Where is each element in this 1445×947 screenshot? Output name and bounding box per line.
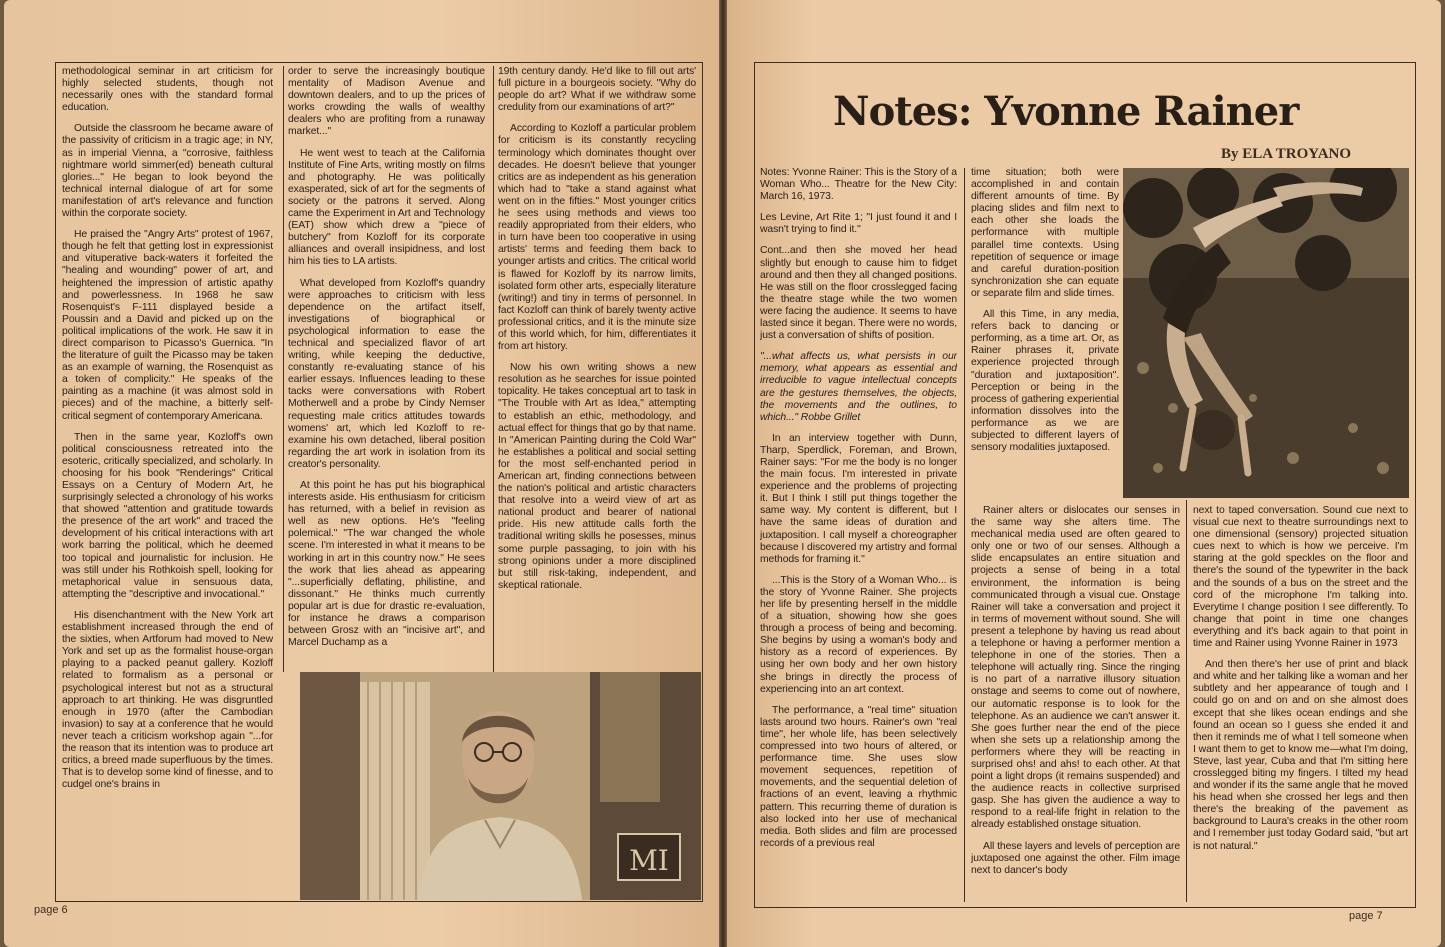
right-col-3: [1193, 505, 1408, 902]
paragraph: Then in the same year, Kozloff's own political consciousness retreated into the esoteric, critically specialized, and scholarly. In choosing for his book "Renderings" Critical Essays on a Century of Modern Art, he surprisingly selected a chronology of his works that showed "attention and gratitude towards the presence of the art work" and traced the development of his critical interactions with art work barring the political, which he deemed too topical and journalistic for inclusion. He was still under his Rothkoish spell, looking for metaphorical value in sensuous data, attempting the "descriptive and invocational.": [62, 431, 273, 600]
paragraph: At this point he has put his biographical interests aside. His enthusiasm for criticism has returned, with a belief in revision as well as new options. He's "feeling polemical." "The war changed the whole scene. I'm interested in what it means to be working in art in this country now." He sees the work that lies ahead as appearing "...superficially deflating, philistine, and dissonant." He thinks much currently popular art is due for drastic re-evaluation, for instance he draws a comparison between Grosz with an "incisive art", and Marcel Duchamp as a: [288, 480, 485, 649]
article-title: Notes: Yvonne Rainer: [833, 88, 1299, 135]
column-rule: [493, 66, 494, 672]
portrait-photo: [300, 672, 701, 900]
paragraph: methodological seminar in art criticism for highly selected students, though not necessarily ones with the standard formal education.: [62, 66, 273, 114]
paragraph: time situation; both were accomplished in and contain different amounts of time. By placing slides and film next to each other she loads the performance with multiple parallel time contexts. Using repetition of sequence or image and careful duration-position synchronization she can equate or separate film and slide times.: [971, 167, 1119, 299]
paragraph: Cont...and then she moved her head slightly but enough to cause him to fidget around and then they all changed positions. He was still on the floor crosslegged facing the theatre stage while the two women were facing the audience. It seems to have lasted since it began. There were no words, just a conversation of shifts of position.: [760, 245, 957, 342]
paragraph: He praised the "Angry Arts" protest of 1967, though he felt that getting lost in expressionist and vituperative back-waters it forfeited the "healing and wounding" power of art, and heightened the impression of artistic apathy and powerlessness. In 1968 he saw Rosenquist's F-111 displayed beside a Poussin and a David and picked up on the political implications of the work. He saw it in direct comparison to Picasso's Guernica. "In the literature of guilt the Picasso may be taken as an example of warning, the Rosenquist as a token of complicity." He speaks of the painting as a machine (it was almost sold in pieces) and of the machine, a bitterly self-critical segment of contemporary Americana.: [62, 229, 273, 422]
paragraph: The performance, a "real time" situation lasts around two hours. Rainer's own "real time", her whole life, has been selectively compressed into two hours of altered, or performance time. She uses slow movement sequences, repetition of movements, and the sequential deletion of fractions of an event, leaving a rhythmic pattern. This recurring theme of duration is also locked into her use of mechanical media. Both slides and film are processed records of a previous real: [760, 704, 957, 849]
left-col-2: [288, 66, 485, 670]
paragraph: His disenchantment with the New York art establishment increased through the end of the sixties, when Artforum had moved to New York and set up as the formalist house-organ playing to a packed peanut gallery. Kozloff related to formalism as a personal or psychological interest but not as a structural approach to art thinking. He was disgruntled enough in 1970 (after the Cambodian invasion) to say at a conference that he would never teach a criticism workshop again "...for the reason that its intention was to produce art critics, a breed made superfluous by the times. That is to develop some kind of finesse, and to cudgel one's brains in: [62, 609, 273, 791]
paragraph: "...what affects us, what persists in our memory, what appears as essential and irreducible to vague intellectual concepts are the gestures themselves, the objects, the movements and the outlines, to which..." Robbe Grillet: [760, 351, 957, 423]
paragraph: next to taped conversation. Sound cue next to visual cue next to theatre surroundings next to one dimensional (sensory) projected situation cues next to which is how we perceive. I'm staring at the gold speckles on the floor and there's the sound of the typewriter in the back and the sounds of a bus on the street and the cord of the microphone I'm talking into. Everytime I change position I see differently. To change that point in time one changes everything and it's back again to that point in time and Rainer using Yvonne Rainer in 1973: [1193, 505, 1408, 650]
paragraph: What developed from Kozloff's quandry were approaches to criticism with less dependence on the artifact itself, investigations of biographical or psychological information to ease the technical and specialized flavor of art writing, while keeping the deductive, constantly re-evaluating stance of his earlier essays. Influences leading to these tacks were conversations with Robert Motherwell and a probe by Cindy Nemser requesting male critics attitudes towards womens' art, which led Kozloff to re-examine his own detached, liberal position regarding the art work in isolation from its creator's personality.: [288, 277, 485, 470]
left-col-3: [498, 66, 696, 670]
column-rule: [283, 66, 284, 672]
shop-sign-text: MI: [629, 844, 669, 877]
page-number: page 7: [1349, 910, 1383, 922]
paragraph: And then there's her use of print and black and white and her talking like a woman and her subtlety and her appearance of tough and I could go on and on and on she almost does except that she likes ocean endings and she found an ocean so I guess she ended it and then it reminds me of what I tell someone when I want them to get to know me—what I'm doing, Steve, last year, Cuba and that I'm sitting here crosslegged biting my fingers. I tilted my head and wonder if its the same angle that he moved his head when she crossed her legs and then there's the breaking of the pavement as background to Laura's creaks in the other room and I remember just today Godard said, "but art is not natural.": [1193, 659, 1408, 852]
paragraph: In an interview together with Dunn, Tharp, Sperdlick, Foreman, and Brown, Rainer says: "For me the body is no longer the main focus. I'm interested in private experience and the problems of projecting it. But I think I still put things together the same way. My content is different, but I have the same ideas of duration and juxtaposition. I call myself a choreographer because I discovered my artistry and formal methods for framing it.": [760, 432, 957, 565]
article-byline: By ELA TROYANO: [1221, 146, 1352, 162]
right-page: [727, 0, 1441, 947]
right-col-2-bottom: [971, 505, 1180, 902]
handstand-photo-image: [1123, 168, 1409, 498]
left-col-1: [62, 66, 273, 896]
page-number: page 6: [34, 904, 68, 916]
paragraph: Outside the classroom he became aware of the passivity of criticism in a tragic age; in NY, as in imperial Vienna, a "corrosive, faithless nightmare world simmer(ed) beneath cultural glories..." He began to look beyond the technical internal dialogue of art for some manifestation of art's relevance and function within the corporate society.: [62, 123, 273, 220]
paragraph: ...This is the Story of a Woman Who... is the story of Yvonne Rainer. She projects her life by presenting herself in the middle of a situation, showing how she goes through a process of being and becoming. She begins by using a woman's body and history as a record of experiences. By using her own body and her own history she brings in directly the process of experiencing into an art context.: [760, 574, 957, 695]
column-rule: [1186, 500, 1187, 902]
paragraph: 19th century dandy. He'd like to fill out arts' full picture in a bourgeois society. "Why do people do art? What if we withdraw some credulity from our examinations of art?": [498, 66, 696, 114]
handstand-photo: [1123, 168, 1409, 498]
paragraph: According to Kozloff a particular problem for criticism is its constantly recycling terminology which dominates thought over decades. He doesn't believe that younger critics are as independent as his generation which had to "take a stand against what went on in the fifties." Most younger critics he sees using methods and views too readily appropriated from their elders, who in turn have been too cooperative in using artists' terms and feeding them back to younger artists and critics. The critical world is flawed for Kozloff by its narrow limits, isolated form other arts, especially literature (writing!) and tiny in terms of personnel. In fact Kozloff can think of barely twenty active professional critics, and it is the minute size of this world which, for him, differentiates it from art history.: [498, 123, 696, 353]
column-rule: [964, 168, 965, 902]
paragraph: Rainer alters or dislocates our senses in the same way she alters time. The mechanical media used are often geared to only one or two of our senses. Although a slide encapsulates an entire situation and projects a sense of being in a total environment, the information is being communicated through a visual cue. Onstage Rainer will take a conversation and project it in terms of movement without sound. She will present a telephone by having us read about a telephone or having a performer mention a telephone in one of the stories. Then a telephone will actually ring. Since the ringing is no part of a narrative illusory situation onstage and seems to come out of nowhere, our automatic response is to look for the telephone. As an audience we can't answer it. She goes further near the end of the piece when she sets up a relationship among the performers where they will be reacting in surprised ohs! and ahs! to each other. At that point a light drops (it remains suspended) and the audience reacts in collective surprised gasp. She has given the audience a way to respond to a real-life fright in relation to the already established onstage situation.: [971, 505, 1180, 831]
paragraph: All these layers and levels of perception are juxtaposed one against the other. Film image next to dancer's body: [971, 840, 1180, 876]
paragraph: order to serve the increasingly boutique mentality of Madison Avenue and downtown dealers, and to up the prices of works crowding the walls of wealthy dealers who are profiting from a runaway market...": [288, 66, 485, 138]
paragraph: All this Time, in any media, refers back to dancing or performing, as a time art. Or, as Rainer phrases it, private experience projected through "duration and juxtaposition". Perception or being in the process of gathering experiential information dissolves into the performance as we are subjected to different layers of sensory modalities juxtaposed.: [971, 309, 1119, 454]
book-gutter: [719, 0, 727, 947]
paragraph: Notes: Yvonne Rainer: This is the Story of a Woman Who... Theatre for the New City: March 16, 1973.: [760, 167, 957, 203]
paragraph: Now his own writing shows a new resolution as he searches for issue pointed topicality. He takes conceptual art to task in "The Trouble with Art as Idea," attempting to establish an ethic, methodology, and actual effect for things that go by that name. In "American Painting during the Cold War" he establishes a political and social setting for the most self-enchanted period in American art, finding connections between the nation's political and artistic characters that resolve into a weird view of art as national product and bearer of national pride. His new attitude calls forth the traditional writing skills he posesses, minus some purple passaging, to join with his strong opinions under a more disciplined but still risk-taking, independent, and skeptical rationale.: [498, 362, 696, 591]
paragraph: Les Levine, Art Rite 1; "I just found it and I wasn't trying to find it.": [760, 212, 957, 236]
portrait-photo-image: [300, 672, 701, 900]
right-col-2-top: [971, 167, 1119, 497]
paragraph: He went west to teach at the California Institute of Fine Arts, writing mostly on films and photography. He was politically exasperated, sick of art for the segments of society or the patrons it served. Along came the Experiment in Art and Technology (EAT) show which drew a "piece of butchery" from Kozloff for its corporate alliances and overall insipidness, and lost him his ties to LA artists.: [288, 147, 485, 268]
left-page: [4, 0, 719, 947]
right-col-1: [760, 167, 957, 902]
